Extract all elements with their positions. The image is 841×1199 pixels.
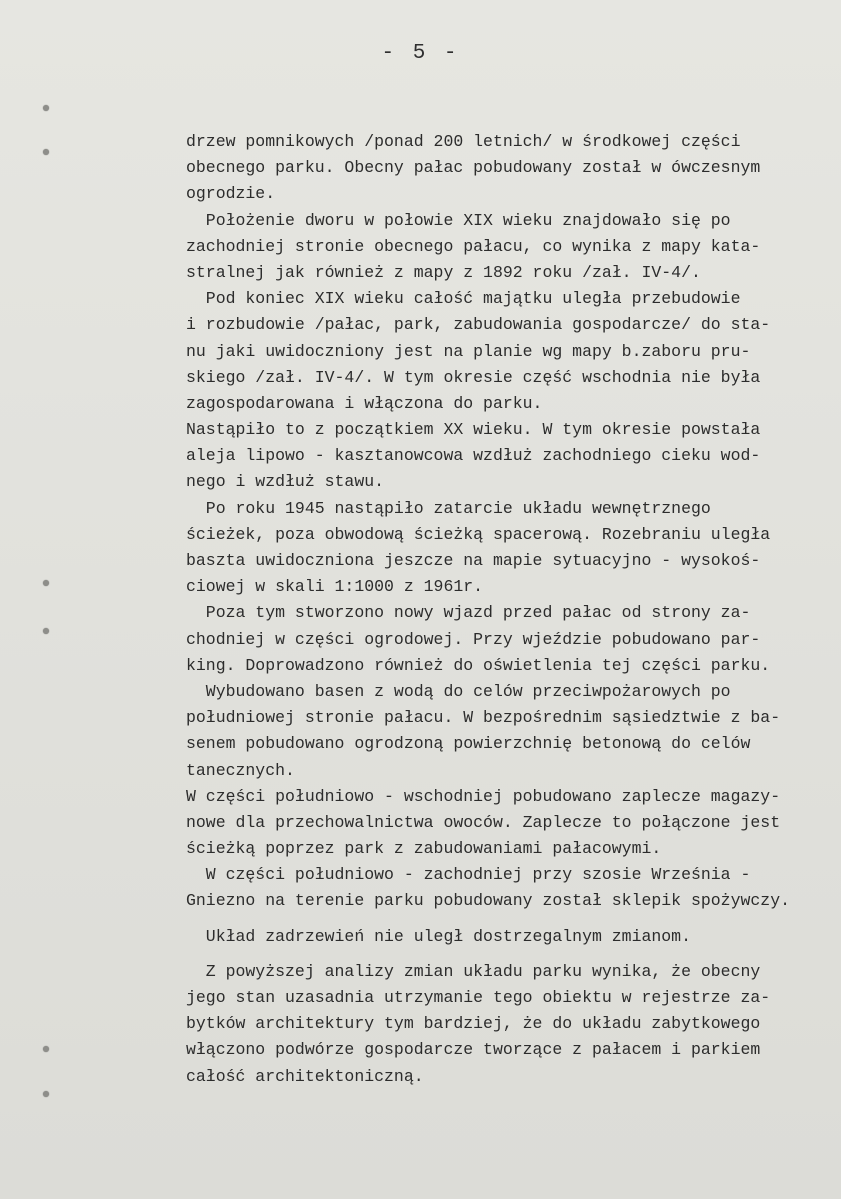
text-line: i rozbudowie /pałac, park, zabudowania gospodarcze/ do sta- xyxy=(186,315,771,335)
text-line: Układ zadrzewień nie uległ dostrzegalnym zmianom. xyxy=(186,926,691,946)
text-line: nu jaki uwidoczniony jest na planie wg mapy b.zaboru pru- xyxy=(186,341,751,361)
text-line: ciowej w skali 1:1000 z 1961r. xyxy=(186,577,484,597)
text-line: południowej stronie pałacu. W bezpośrednim sąsiedztwie z ba- xyxy=(186,708,781,728)
text-line: nowe dla przechowalnictwa owoców. Zaplecze to połączone jest xyxy=(186,812,781,832)
punch-hole xyxy=(43,149,49,155)
text-line: tanecznych. xyxy=(186,760,295,780)
text-line: Z powyższej analizy zmian układu parku wynika, że obecny xyxy=(186,961,761,981)
text-line: ścieżką poprzez park z zabudowaniami pałacowymi. xyxy=(186,839,662,859)
punch-hole xyxy=(43,580,49,586)
body-text xyxy=(186,129,826,1090)
text-line: obecnego parku. Obecny pałac pobudowany został w ówczesnym xyxy=(186,158,761,178)
punch-hole xyxy=(43,1091,49,1097)
text-line: W części południowo - zachodniej przy szosie Września - xyxy=(186,865,751,885)
text-line: skiego /zał. IV-4/. W tym okresie część wschodnia nie była xyxy=(186,367,761,387)
page-number: - 5 - xyxy=(381,42,460,65)
punch-hole xyxy=(43,628,49,634)
text-line: całość architektoniczną. xyxy=(186,1066,424,1086)
text-line: Pod koniec XIX wieku całość majątku uległa przebudowie xyxy=(186,289,741,309)
text-line: baszta uwidoczniona jeszcze na mapie sytuacyjno - wysokoś- xyxy=(186,551,761,570)
text-line: drzew pomnikowych /ponad 200 letnich/ w środkowej części xyxy=(186,132,741,151)
punch-hole xyxy=(43,1046,49,1052)
text-line: ogrodzie. xyxy=(186,184,276,204)
text-line: Wybudowano basen z wodą do celów przeciwpożarowych po xyxy=(186,681,731,701)
text-line: nego i wzdłuż stawu. xyxy=(186,472,385,492)
text-line: zachodniej stronie obecnego pałacu, co wynika z mapy kata- xyxy=(186,236,761,256)
text-line: king. Doprowadzono również do oświetlenia tej części parku. xyxy=(186,655,771,675)
text-line: W części południowo - wschodniej pobudowano zaplecze magazy- xyxy=(186,786,781,806)
text-line: Położenie dworu w połowie XIX wieku znajdowało się po xyxy=(186,210,731,230)
text-line: zagospodarowana i włączona do parku. xyxy=(186,393,543,413)
text-line: Nastąpiło to z początkiem XX wieku. W tym okresie powstała xyxy=(186,420,761,440)
text-line: Po roku 1945 nastąpiło zatarcie układu wewnętrznego xyxy=(186,498,711,518)
text-line: Poza tym stworzono nowy wjazd przed pałac od strony za- xyxy=(186,603,751,623)
text-line: chodniej w części ogrodowej. Przy wjeździe pobudowano par- xyxy=(186,629,761,649)
text-line: włączono podwórze gospodarcze tworzące z pałacem i parkiem xyxy=(186,1040,761,1060)
text-line: senem pobudowano ogrodzoną powierzchnię betonową do celów xyxy=(186,734,751,754)
text-line: ścieżek, poza obwodową ścieżką spacerową. Rozebraniu uległa xyxy=(186,524,771,544)
text-line: bytków architektury tym bardziej, że do układu zabytkowego xyxy=(186,1014,761,1034)
text-line: Gniezno na terenie parku pobudowany został sklepik spożywczy. xyxy=(186,891,790,911)
text-line: aleja lipowo - kasztanowcowa wzdłuż zachodniego cieku wod- xyxy=(186,446,761,466)
text-line: stralnej jak również z mapy z 1892 roku /zał. IV-4/. xyxy=(186,262,701,282)
text-line: jego stan uzasadnia utrzymanie tego obiektu w rejestrze za- xyxy=(186,988,771,1007)
punch-hole xyxy=(43,105,49,111)
